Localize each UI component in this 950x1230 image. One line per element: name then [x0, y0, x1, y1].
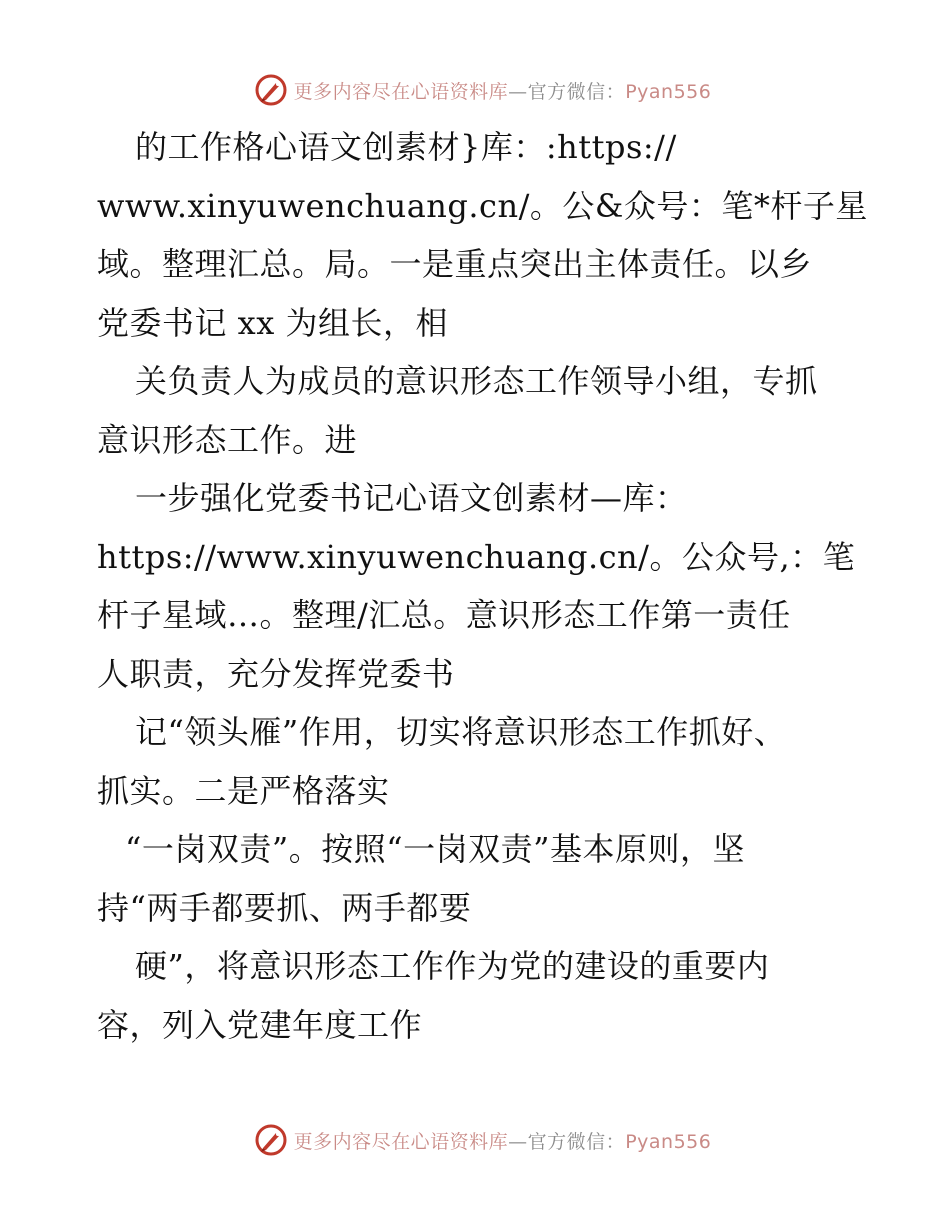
text-line: 意识形态工作。进 — [97, 420, 358, 459]
text-line: 容，列入党建年度工作 — [97, 1005, 423, 1044]
text-line: 关负责人为成员的意识形态工作领导小组，专抓 — [135, 362, 818, 400]
watermark-brand: 更多内容尽在心语资料库 — [293, 80, 509, 103]
watermark-group — [254, 73, 712, 107]
pen-logo-icon — [254, 73, 288, 107]
text-line: 党委书记 xx 为组长，相 — [97, 303, 448, 342]
text-line: 人职责，充分发挥党委书 — [97, 654, 455, 693]
text-line: 记“领头雁”作用，切实将意识形态工作抓好、 — [135, 713, 787, 751]
text-line: 杆子星域…。整理/汇总。意识形态工作第一责任 — [97, 596, 791, 634]
text-line: “一岗双责”。按照“一岗双责”基本原则，坚 — [125, 830, 745, 868]
pen-logo-icon — [254, 1123, 288, 1157]
document-body — [97, 118, 868, 1054]
text-line: https://www.xinyuwenchuang.cn/。公众号,：笔 — [97, 537, 856, 576]
watermark-separator: — — [508, 80, 528, 103]
text-line: 硬”，将意识形态工作作为党的建设的重要内 — [135, 947, 770, 985]
text-line: www.xinyuwenchuang.cn/。公&众号：笔*杆子星 — [97, 186, 868, 225]
watermark-text — [294, 1127, 712, 1154]
watermark-text — [294, 77, 712, 104]
text-line: 域。整理汇总。局。一是重点突出主体责任。以乡 — [97, 245, 813, 283]
watermark-official-label: 官方微信： — [527, 1130, 626, 1153]
text-line: 的工作格心语文创素材}库：:https:// — [135, 128, 677, 166]
text-line: 持“两手都要抓、两手都要 — [97, 888, 472, 927]
watermark-brand: 更多内容尽在心语资料库 — [293, 1130, 509, 1153]
header-watermark — [0, 70, 950, 110]
footer-watermark — [0, 1120, 950, 1160]
watermark-official-label: 官方微信： — [527, 80, 626, 103]
watermark-wechat-id: Pyan556 — [625, 1130, 712, 1153]
watermark-wechat-id: Pyan556 — [625, 80, 712, 103]
watermark-group — [254, 1123, 712, 1157]
watermark-separator: — — [508, 1130, 528, 1153]
text-line: 抓实。二是严格落实 — [97, 771, 390, 810]
text-line: 一步强化党委书记心语文创素材—库： — [135, 479, 688, 517]
